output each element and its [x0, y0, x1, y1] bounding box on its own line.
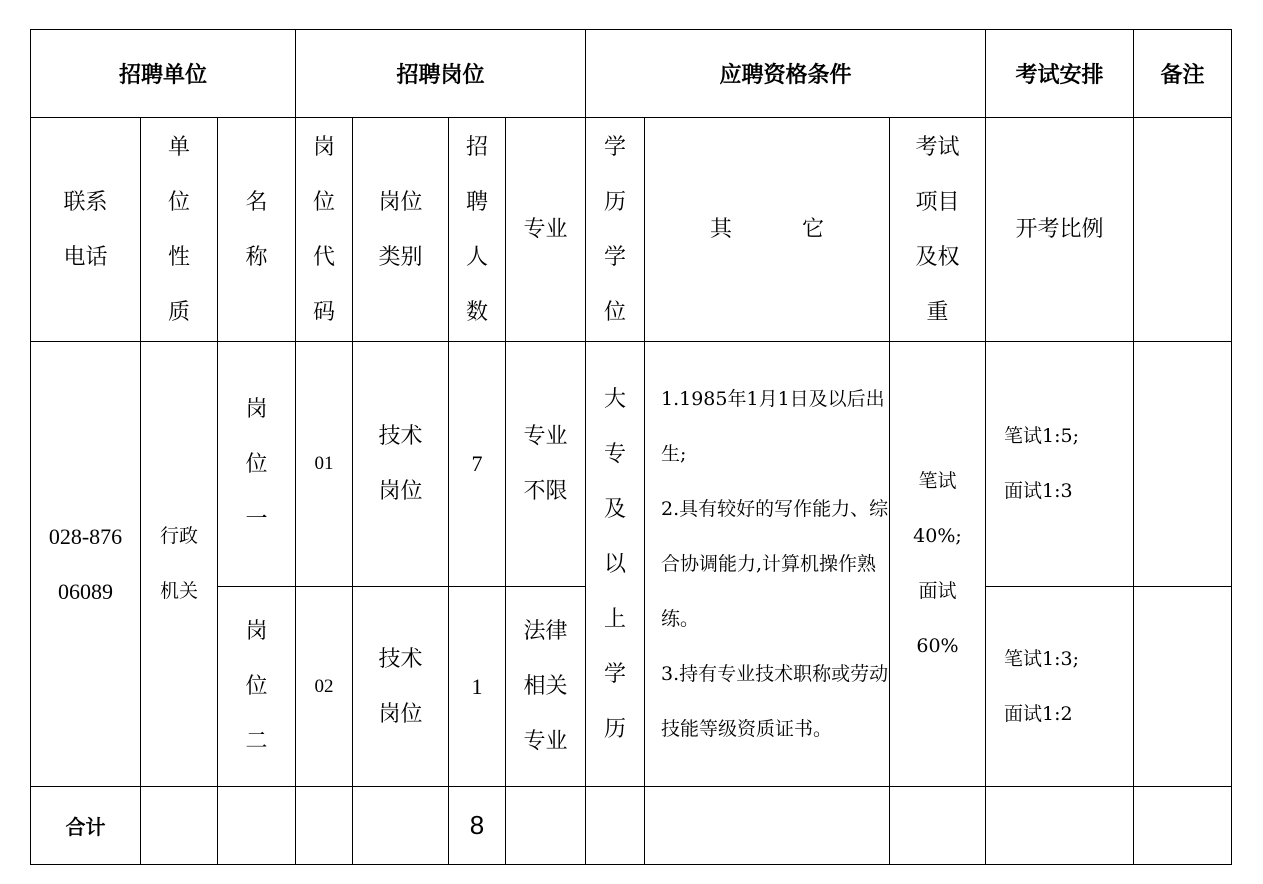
remark-2	[1134, 587, 1232, 787]
total-empty-5	[506, 787, 586, 865]
subheader-phone: 联系电话	[31, 118, 141, 342]
weight-written-value: 40%;	[913, 525, 962, 547]
total-empty-9	[986, 787, 1134, 865]
subheader-weight: 考试项目及权重	[890, 118, 986, 342]
subheader-category: 岗位类别	[353, 118, 449, 342]
post-count-1: 7	[449, 342, 506, 587]
total-empty-3	[296, 787, 353, 865]
subheader-code: 岗位代码	[296, 118, 353, 342]
total-empty-2	[218, 787, 296, 865]
post-category-2: 技术岗位	[353, 587, 449, 787]
subheader-name: 名称	[218, 118, 296, 342]
nature-cell: 行政机关	[141, 342, 218, 787]
ratio-1	[986, 342, 1134, 587]
recruitment-table	[30, 29, 1232, 865]
header-post: 招聘岗位	[296, 30, 586, 118]
ratio-1-interview: 面试1:3	[1004, 480, 1073, 502]
header-remark: 备注	[1134, 30, 1232, 118]
subheader-remark-empty	[1134, 118, 1232, 342]
header-exam: 考试安排	[986, 30, 1134, 118]
subheader-major: 专业	[506, 118, 586, 342]
total-empty-4	[353, 787, 449, 865]
total-empty-1	[141, 787, 218, 865]
ratio-2-interview: 面试1:2	[1004, 702, 1073, 725]
other-requirements	[645, 342, 890, 787]
total-label: 合计	[31, 787, 141, 865]
weight-interview-value: 60%	[916, 635, 959, 657]
post-code-1: 01	[296, 342, 353, 587]
total-empty-7	[645, 787, 890, 865]
requirement-1: 1.1985年1月1日及以后出生;	[661, 387, 885, 465]
requirement-2: 2.具有较好的写作能力、综合协调能力,计算机操作熟练。	[661, 497, 889, 630]
ratio-1-written: 笔试1:5;	[1004, 425, 1079, 447]
total-empty-10	[1134, 787, 1232, 865]
total-count: 8	[449, 787, 506, 865]
post-name-1: 岗位一	[218, 342, 296, 587]
header-qualification: 应聘资格条件	[586, 30, 986, 118]
total-empty-8	[890, 787, 986, 865]
post-major-1: 专业不限	[506, 342, 586, 587]
post-major-2: 法律相关专业	[506, 587, 586, 787]
phone-cell: 028-87606089	[31, 342, 141, 787]
weight-interview-label: 面试	[918, 580, 957, 602]
subheader-other: 其 它	[645, 118, 890, 342]
requirement-3: 3.持有专业技术职称或劳动技能等级资质证书。	[661, 662, 889, 740]
subheader-education: 学历学位	[586, 118, 645, 342]
post-category-1: 技术岗位	[353, 342, 449, 587]
subheader-ratio: 开考比例	[986, 118, 1134, 342]
post-code-2: 02	[296, 587, 353, 787]
total-empty-6	[586, 787, 645, 865]
post-name-2: 岗位二	[218, 587, 296, 787]
ratio-2	[986, 587, 1134, 787]
ratio-2-written: 笔试1:3;	[1004, 647, 1079, 670]
education-cell: 大专及以上学历	[586, 342, 645, 787]
subheader-nature: 单位性质	[141, 118, 218, 342]
exam-weight-cell	[890, 342, 986, 787]
header-unit: 招聘单位	[31, 30, 296, 118]
subheader-count: 招聘人数	[449, 118, 506, 342]
weight-written-label: 笔试	[918, 470, 957, 492]
post-count-2: 1	[449, 587, 506, 787]
remark-1	[1134, 342, 1232, 587]
